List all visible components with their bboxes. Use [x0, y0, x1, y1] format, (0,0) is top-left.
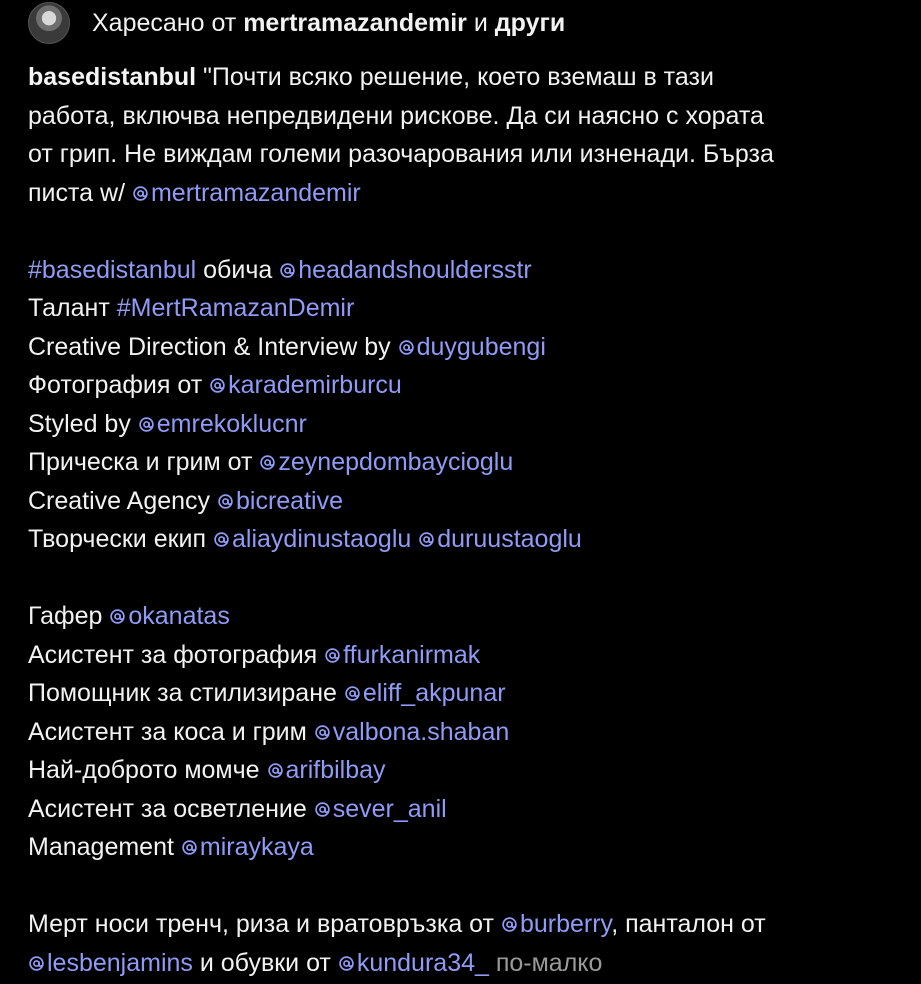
- mention-link[interactable]: [279, 256, 532, 284]
- caption-text: Асистент за осветление: [28, 794, 314, 823]
- credit-line: [28, 713, 908, 752]
- mention-link[interactable]: [28, 949, 193, 977]
- mention-text: arifbilbay: [285, 756, 386, 784]
- credit-line: [28, 520, 908, 559]
- caption-text: писта w/: [28, 178, 132, 207]
- mention-link[interactable]: [344, 679, 506, 707]
- mention-text: emrekoklucnr: [156, 409, 307, 438]
- mention-text: burberry: [519, 910, 612, 938]
- avatar[interactable]: [28, 2, 70, 44]
- mention-link[interactable]: [501, 910, 611, 938]
- caption-text: и обувки от: [192, 948, 338, 977]
- mention-link[interactable]: [338, 949, 489, 977]
- mention-link[interactable]: [213, 525, 411, 553]
- mention-link[interactable]: [398, 333, 546, 361]
- likes-summary[interactable]: [92, 9, 565, 38]
- at-icon: [109, 608, 126, 625]
- caption-text: Прическа и грим от: [28, 448, 260, 476]
- at-icon: [213, 531, 230, 548]
- outfit-line: [28, 944, 908, 983]
- credit-line: [28, 790, 908, 829]
- credit-line: [28, 674, 908, 713]
- likes-prefix: Харесано от: [92, 8, 244, 37]
- mention-text: valbona.shaban: [332, 717, 510, 746]
- mention-text: miraykaya: [199, 833, 314, 861]
- at-icon: [398, 339, 415, 356]
- mention-text: eliff_akpunar: [362, 679, 506, 707]
- caption-text: Мерт носи тренч, риза и вратовръзка от: [28, 910, 501, 938]
- at-icon: [501, 916, 518, 933]
- mention-link[interactable]: [217, 487, 343, 515]
- at-icon: [259, 454, 276, 471]
- mention-text: headandshouldersstr: [298, 255, 532, 284]
- at-icon: [28, 955, 45, 972]
- post-caption: [28, 58, 908, 982]
- mention-link[interactable]: [324, 641, 480, 669]
- credit-line: [28, 328, 908, 367]
- at-icon: [344, 685, 361, 702]
- at-icon: [324, 647, 341, 664]
- mention-link[interactable]: [314, 718, 510, 746]
- at-icon: [418, 531, 435, 548]
- at-icon: [267, 762, 284, 779]
- hashtag-link[interactable]: #basedistanbul: [28, 255, 197, 284]
- caption-line: [28, 97, 908, 136]
- at-icon: [217, 493, 234, 510]
- hashtag-link[interactable]: #MertRamazanDemir: [116, 294, 355, 322]
- mention-text: lesbenjamins: [47, 948, 193, 977]
- at-icon: [132, 185, 149, 202]
- at-icon: [338, 955, 355, 972]
- credit-line: [28, 828, 908, 867]
- credit-line: [28, 751, 908, 790]
- caption-text: от грип. Не виждам големи разочарования или изненади. Бърза: [28, 140, 774, 168]
- credits-list: [28, 251, 908, 559]
- mention-text: zeynepdombaycioglu: [278, 448, 514, 476]
- at-icon: [314, 801, 331, 818]
- mention-link[interactable]: [259, 448, 513, 476]
- mention-text: sever_anil: [332, 794, 447, 823]
- mention-link[interactable]: [314, 795, 447, 823]
- outfit-line: [28, 905, 908, 944]
- spacer: [28, 559, 908, 598]
- mention-text: bicreative: [236, 486, 343, 515]
- caption-text: Асистент за коса и грим: [28, 717, 314, 746]
- caption-text: Помощник за стилизиране: [28, 679, 344, 707]
- credit-line: [28, 405, 908, 444]
- mention-text: karademirburcu: [228, 371, 402, 399]
- caption-text: Най-доброто момче: [28, 756, 267, 784]
- at-icon: [314, 724, 331, 741]
- show-less-button[interactable]: по-малко: [488, 948, 603, 977]
- at-icon: [181, 839, 198, 856]
- caption-text: работа, включва непредвидени рискове. Да си наясно с хората: [28, 101, 764, 130]
- mention-link[interactable]: [132, 179, 361, 207]
- crew-list: [28, 597, 908, 867]
- credit-line: [28, 443, 908, 482]
- at-icon: [138, 416, 155, 433]
- mention-text: aliaydinustaoglu: [232, 525, 412, 553]
- credit-line: [28, 289, 908, 328]
- likes-middle: и: [466, 8, 495, 37]
- mention-text: mertramazandemir: [150, 178, 361, 207]
- mention-link[interactable]: [138, 410, 307, 438]
- caption-text: , панталон от: [611, 910, 766, 938]
- mention-text: duruustaoglu: [437, 525, 582, 553]
- caption-text: "Почти всяко решение, което вземаш в тази: [196, 63, 714, 91]
- caption-text: Гафер: [28, 602, 110, 630]
- likes-others-link[interactable]: други: [494, 8, 566, 37]
- caption-line: [28, 135, 908, 174]
- mention-link[interactable]: [109, 602, 229, 630]
- likes-user-link[interactable]: mertramazandemir: [243, 8, 467, 37]
- mention-text: okanatas: [128, 602, 230, 630]
- mention-link[interactable]: [267, 756, 386, 784]
- caption-text: Management: [28, 833, 181, 861]
- mention-text: kundura34_: [356, 948, 489, 977]
- caption-text: Асистент за фотография: [28, 640, 325, 669]
- mention-text: duygubengi: [416, 332, 546, 361]
- caption-text: Фотография от: [28, 371, 210, 399]
- mention-link[interactable]: [418, 525, 582, 553]
- credit-line: [28, 251, 908, 290]
- caption-text: Styled by: [28, 409, 138, 438]
- at-icon: [209, 377, 226, 394]
- caption-text: Creative Direction & Interview by: [28, 332, 398, 361]
- credit-line: [28, 597, 908, 636]
- caption-text: обича: [196, 255, 280, 284]
- caption-author-link[interactable]: basedistanbul: [28, 63, 197, 91]
- at-icon: [279, 262, 296, 279]
- spacer: [28, 867, 908, 906]
- caption-line: [28, 58, 908, 97]
- spacer: [28, 212, 908, 251]
- mention-link[interactable]: [181, 833, 314, 861]
- credit-line: [28, 482, 908, 521]
- caption-line: [28, 174, 908, 213]
- mention-link[interactable]: [209, 371, 402, 399]
- credit-line: [28, 366, 908, 405]
- likes-row: [28, 2, 565, 44]
- mention-text: ffurkanirmak: [343, 640, 481, 669]
- credit-line: [28, 636, 908, 675]
- caption-text: Creative Agency: [28, 486, 217, 515]
- caption-text: Талант: [28, 294, 117, 322]
- caption-text: Творчески екип: [28, 525, 213, 553]
